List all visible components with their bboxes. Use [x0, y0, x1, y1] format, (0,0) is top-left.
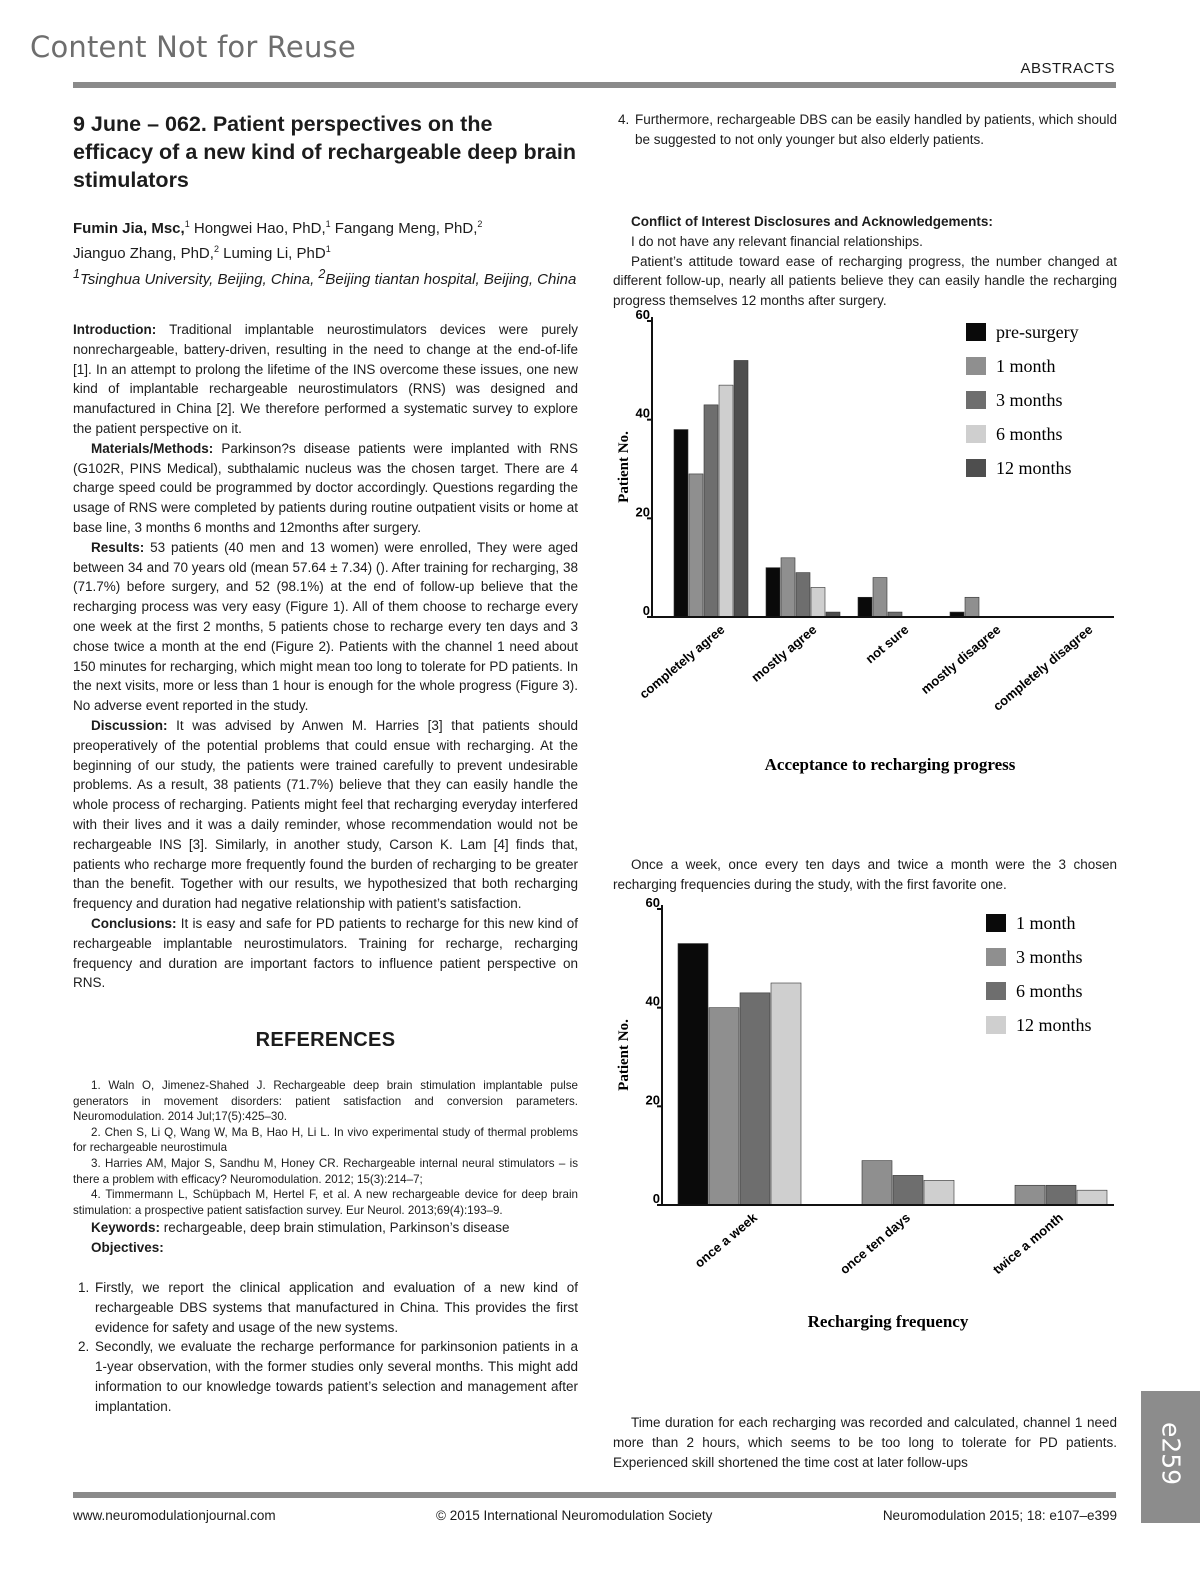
coi-heading: Conflict of Interest Disclosures and Acknowledgements:: [631, 214, 993, 229]
y-tick-label: 40: [635, 405, 650, 421]
y-tick-label: 0: [642, 603, 650, 618]
page-number: e259: [1156, 1421, 1186, 1486]
legend-swatch: [986, 982, 1006, 1000]
conclusions-label: Conclusions:: [91, 915, 177, 931]
discussion-paragraph: [73, 716, 578, 914]
author-name: Fangang Meng, PhD,: [330, 220, 478, 237]
figure3-caption-block: [613, 1413, 1117, 1472]
introduction-paragraph: [73, 320, 578, 439]
chart-bar: [858, 597, 872, 617]
author-superscript: 1: [184, 219, 190, 229]
reference-list: [73, 1078, 578, 1218]
legend-label: pre-surgery: [996, 322, 1079, 342]
affiliation-superscript: 2: [318, 267, 326, 281]
author-list: [73, 214, 578, 264]
chart-bar: [678, 944, 708, 1205]
watermark: Content Not for Reuse: [30, 30, 356, 64]
objective-item: 2. Secondly, we evaluate the recharge performance for parkinsonion patients in a 1-year observation, with the former studies only several months. This might add information to our knowledge towards patient’s selection and management after implantation.: [93, 1337, 578, 1416]
methods-text: Parkinson?s disease patients were implanted with RNS (G102R, PINS Medical), subthalamic nucleus was the chosen target. There are 4 charge speed could be programmed by doctor accordingly. Questions regarding the usage of RNS were completed by patients during routine outpatient visits or home at base line, 3 months 6 months and 12months after surgery.: [73, 440, 578, 535]
y-tick-label: 20: [635, 504, 650, 520]
author-name: Luming Li, PhD: [218, 245, 326, 262]
discussion-text: It was advised by Anwen M. Harries [3] that patients should preoperatively of the potential problems that could ensue with recharging. At the beginning of our study, the patients were trained carefully to prevent undesirable problems. As a result, 38 patients (71.7%) believe that they can easily handle the whole process of recharging. Patients might feel that recharging everyday interfered with their lives and it was a daily reminder, whose recommendation would not be rechargeable INS [3]. Similarly, in another study, Carson K. Lam [4] finds that, patients who recharge more frequently found the burden of recharging to be greater than the benefit. Together with our results, we hypothesized that both recharging frequency and duration had negative relationship with patient’s satisfaction.: [73, 717, 578, 912]
chart-bar: [734, 360, 748, 617]
chart-bar: [796, 573, 810, 617]
header-rule: [73, 82, 1116, 88]
references-heading: REFERENCES: [255, 1029, 396, 1052]
reference-item: 3. Harries AM, Major S, Sandhu M, Honey CR. Rechargeable internal neural stimulators – is there a problem with efficacy? Neuromodulation. 2012; 15(3):214–7;: [73, 1157, 578, 1186]
left-column: [73, 110, 578, 1417]
chart2-y-axis-label: Patient No.: [616, 1019, 632, 1091]
introduction-text: Traditional implantable neurostimulators devices were purely nonrechargeable, battery-driven, resulting in the need to change at the end-of-life [1]. In an attempt to prolong the lifetime of the INS overcome these issues, one new kind of implantable rechargeable neurostimulators (RNS) was designed and manufactured in China [2]. We therefore performed a systematic survey to explore the patient perspective on it.: [73, 322, 578, 436]
chart1-legend: [966, 322, 1079, 478]
affiliations: [73, 264, 578, 290]
chart-bar: [674, 430, 688, 617]
chart2-y-ticks: [646, 895, 662, 1206]
chart2-legend: [986, 913, 1092, 1035]
chart-bar: [1015, 1185, 1045, 1205]
keywords-label: Keywords:: [91, 1220, 161, 1236]
figure3-caption: Time duration for each recharging was recorded and calculated, channel 1 need more than 2 hours, which seems to be too long to tolerate for PD patients. Experienced skill shortened the time cost at later follow-ups: [613, 1415, 1117, 1470]
section-label: ABSTRACTS: [1020, 60, 1115, 77]
legend-swatch: [986, 914, 1006, 932]
author-superscript: 2: [213, 244, 219, 254]
chart-bar: [965, 597, 979, 617]
affiliation-text: Tsinghua University, Beijing, China,: [79, 271, 319, 288]
x-tick-label: completely agree: [636, 621, 728, 702]
x-tick-label: twice a month: [989, 1209, 1066, 1278]
legend-label: 1 month: [1016, 913, 1076, 933]
legend-label: 12 months: [996, 458, 1072, 478]
reference-item: 2. Chen S, Li Q, Wang W, Ma B, Hao H, Li L. In vivo experimental study of thermal problems for rechargeable neurostimula: [73, 1125, 578, 1155]
chart-bar: [781, 558, 795, 617]
affiliation-superscript: 1: [73, 267, 80, 281]
chart-bar: [862, 1161, 892, 1205]
page-number-tab: [1141, 1391, 1200, 1523]
results-paragraph: [73, 538, 578, 716]
chart-bar: [811, 587, 825, 617]
figure1-chart: [600, 305, 1130, 790]
footer-website[interactable]: www.neuromodulationjournal.com: [73, 1508, 276, 1523]
chart-bar: [924, 1180, 954, 1205]
author-superscript: 2: [477, 219, 483, 229]
abstract-body: [73, 320, 578, 993]
legend-label: 6 months: [996, 424, 1063, 444]
footer-rule: [73, 1492, 1116, 1498]
affiliation-text: Beijing tiantan hospital, Beijing, China: [325, 271, 577, 288]
legend-swatch: [986, 1016, 1006, 1034]
figure1-caption: Patient’s attitude toward ease of recharging progress, the number changed at different follow-up, nearly all patients believe they can easily handle the recharging progress themselves 12 months after surgery.: [613, 253, 1117, 309]
chart-bar: [771, 983, 801, 1205]
legend-swatch: [966, 425, 986, 443]
y-tick-label: 60: [645, 895, 660, 910]
legend-label: 12 months: [1016, 1015, 1092, 1035]
introduction-label: Introduction:: [73, 322, 157, 337]
chart2-x-axis-label: Recharging frequency: [807, 1312, 969, 1331]
y-tick-label: 0: [652, 1191, 660, 1206]
legend-swatch: [966, 357, 986, 375]
chart-bar: [1046, 1185, 1076, 1205]
objective-item: 1. Firstly, we report the clinical application and evaluation of a new kind of rechargeable DBS systems that manufactured in China. This provides the first evidence for safety and usage of the new systems.: [93, 1278, 578, 1337]
author-name: Jianguo Zhang, PhD,: [73, 245, 214, 262]
right-column: [613, 110, 1117, 150]
author-name: Hongwei Hao, PhD,: [189, 220, 326, 237]
legend-label: 1 month: [996, 356, 1056, 376]
chart1-y-ticks: [636, 307, 652, 618]
objectives-list-continued: [613, 110, 1117, 150]
results-label: Results:: [91, 539, 145, 555]
footer-copyright: © 2015 International Neuromodulation Society: [436, 1508, 713, 1523]
x-tick-label: once a week: [691, 1209, 760, 1271]
author-name: Fumin Jia, Msc,: [73, 220, 185, 237]
legend-swatch: [966, 459, 986, 477]
objectives-label: Objectives:: [91, 1240, 164, 1256]
y-tick-label: 60: [635, 307, 650, 322]
x-tick-label: mostly disagree: [917, 621, 1004, 697]
y-tick-label: 20: [645, 1092, 660, 1108]
article-title: 9 June – 062. Patient perspectives on the efficacy of a new kind of rechargeable deep brain stimulators: [73, 112, 577, 192]
author-superscript: 1: [325, 219, 331, 229]
methods-label: Materials/Methods:: [91, 440, 214, 456]
chart-bar: [740, 993, 770, 1205]
conclusions-text: It is easy and safe for PD patients to recharge for this new kind of rechargeable implantable neurostimulators. Training for recharge, recharging frequency and duration are important factors to influence patient perspective on RNS.: [73, 915, 578, 991]
chart1-x-axis-label: Acceptance to recharging progress: [764, 755, 1016, 774]
chart-bar: [766, 568, 780, 617]
legend-swatch: [986, 948, 1006, 966]
legend-label: 3 months: [996, 390, 1063, 410]
chart-bar: [873, 578, 887, 617]
figure2-caption-block: [613, 855, 1117, 895]
legend-swatch: [966, 323, 986, 341]
objective-item: 4. Furthermore, rechargeable DBS can be easily handled by patients, which should be suggested to not only younger but also elderly patients.: [633, 110, 1117, 150]
chart-bar: [689, 474, 703, 617]
figure2-caption: Once a week, once every ten days and twice a month were the 3 chosen recharging frequencies during the study, with the first favorite one.: [613, 857, 1117, 892]
x-tick-label: mostly agree: [748, 621, 820, 685]
x-tick-label: not sure: [862, 621, 912, 667]
objectives-list: [73, 1278, 578, 1417]
chart-bar: [704, 405, 718, 617]
reference-item: 4. Timmermann L, Schüpbach M, Hertel F, et al. A new rechargeable device for deep brain stimulation: a prospective patient satisfaction survey. Eur Neurol. 2013;69(4):193–9.: [73, 1188, 578, 1217]
figure2-chart: [600, 893, 1130, 1340]
conclusions-paragraph: [73, 914, 578, 993]
keywords-line: [73, 1218, 578, 1238]
author-superscript: 1: [325, 244, 331, 254]
chart1-x-tick-labels: [636, 622, 1095, 714]
methods-paragraph: [73, 439, 578, 538]
legend-swatch: [966, 391, 986, 409]
coi-block: [613, 212, 1117, 311]
chart1-bars: [674, 360, 979, 617]
chart2-x-tick-labels: [692, 1209, 1066, 1277]
y-tick-label: 40: [645, 993, 660, 1009]
coi-text: I do not have any relevant financial relationships.: [631, 233, 923, 249]
legend-label: 3 months: [1016, 947, 1083, 967]
footer-citation: Neuromodulation 2015; 18: e107–e399: [882, 1508, 1117, 1523]
discussion-label: Discussion:: [91, 717, 168, 733]
x-tick-label: completely disagree: [990, 621, 1096, 714]
chart-bar: [709, 1008, 739, 1205]
x-tick-label: once ten days: [836, 1209, 913, 1278]
chart1-y-axis-label: Patient No.: [616, 431, 632, 503]
reference-item: 1. Waln O, Jimenez-Shahed J. Rechargeable deep brain stimulation implantable pulse generators in movement disorders: patient satisfaction and conversion parameters. Neuromodulation. 2014 Jul;17(5):425–30.: [73, 1079, 578, 1124]
legend-label: 6 months: [1016, 981, 1083, 1001]
chart-bar: [893, 1175, 923, 1205]
results-text: 53 patients (40 men and 13 women) were enrolled, They were aged between 34 and 70 years old (mean 57.64 ± 7.34) (). After training for recharging, 38 (71.7%) before surgery, and 52 (98.1%) at the end of follow-up believe that the recharging process was very easy (Figure 1). All of them choose to recharge every one week at the first 2 months, 5 patients chose to recharge every ten days and 3 chose twice a month at the end (Figure 2). Patients with the channel 1 need about 150 minutes for recharging, which might mean too long to tolerate for PD patients. In the next visits, more or less than 1 hour is enough for the whole progress (Figure 3). No adverse event reported in the study.: [73, 539, 578, 714]
chart-bar: [719, 385, 733, 617]
keywords-text: rechargeable, deep brain stimulation, Parkinson’s disease: [160, 1220, 510, 1236]
chart-bar: [1077, 1190, 1107, 1205]
